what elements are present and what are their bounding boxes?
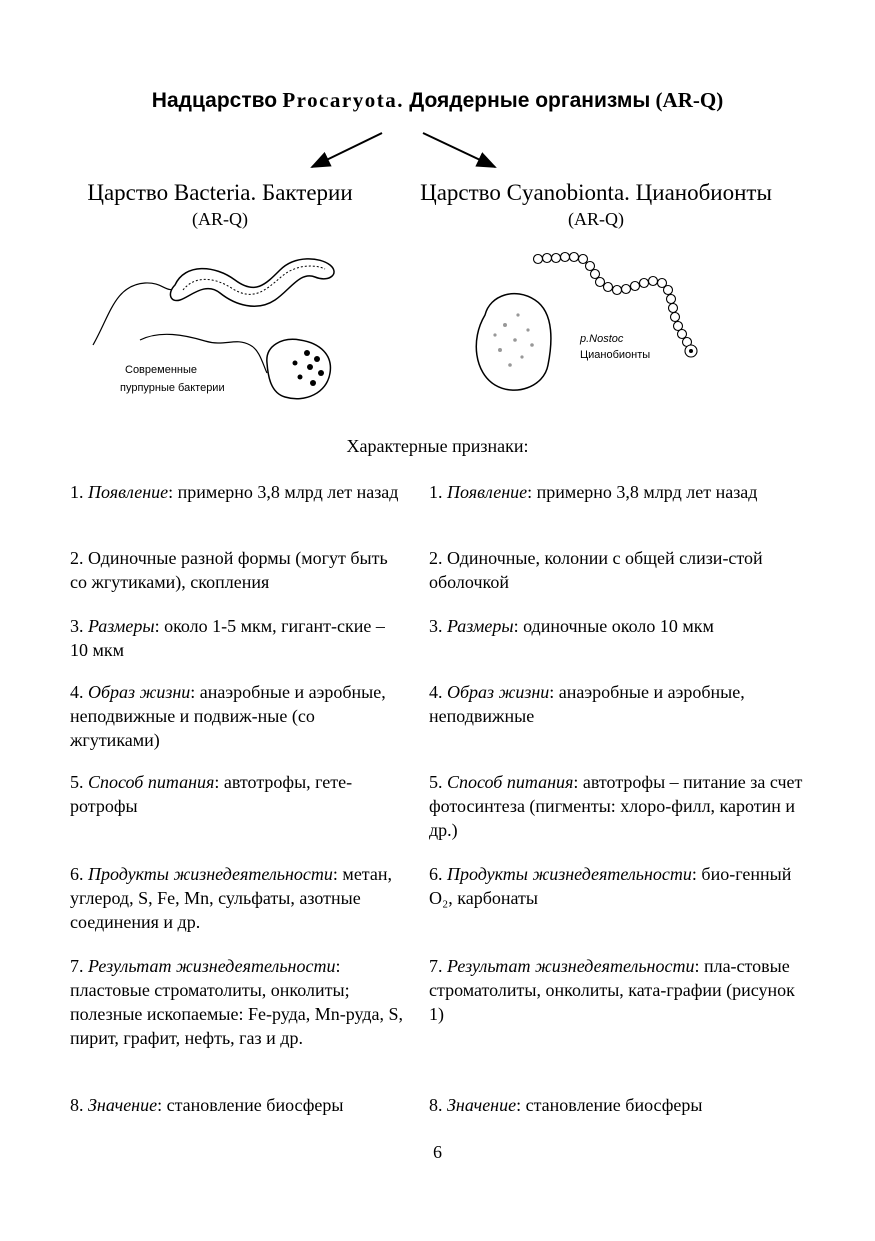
- feature-number: 4.: [70, 682, 84, 702]
- feature-term: Способ питания: [447, 772, 574, 792]
- feature-text: : анаэробные и аэробные, неподвижные и подвиж-ные (со жгутиками): [70, 682, 386, 750]
- kingdom-bacteria-code: (AR-Q): [192, 209, 248, 229]
- feature-right: [429, 680, 809, 728]
- feature-text: : автотрофы, гете-ротрофы: [70, 772, 353, 816]
- branch-arrows: [0, 125, 875, 175]
- feature-text: : био-генный O₂, карбонаты: [429, 864, 792, 908]
- page-title: [0, 88, 875, 113]
- feature-right: [429, 770, 809, 842]
- feature-number: 5.: [429, 772, 443, 792]
- feature-right: [429, 1093, 809, 1117]
- feature-number: 3.: [70, 616, 84, 636]
- feature-number: 8.: [70, 1095, 84, 1115]
- feature-term: Образ жизни: [447, 682, 550, 702]
- feature-term: Размеры: [88, 616, 155, 636]
- feature-number: 3.: [429, 616, 443, 636]
- features-title: Характерные признаки:: [346, 436, 529, 456]
- feature-term: Результат жизнедеятельности: [447, 956, 695, 976]
- feature-term: Появление: [88, 482, 169, 502]
- feature-term: Значение: [88, 1095, 158, 1115]
- kingdom-cyanobionta-title: Царство Cyanobionta. Цианобионты: [420, 180, 772, 205]
- feature-term: Значение: [447, 1095, 517, 1115]
- feature-right: [429, 614, 809, 638]
- feature-text: : около 1-5 мкм, гигант-ские – 10 мкм: [70, 616, 385, 660]
- feature-right: [429, 480, 809, 504]
- feature-number: 6.: [429, 864, 443, 884]
- feature-text: : примерно 3,8 млрд лет назад: [168, 482, 399, 502]
- page-number: 6: [433, 1142, 442, 1162]
- feature-text: : метан, углерод, S, Fe, Mn, сульфаты, азотные соединения и др.: [70, 864, 393, 932]
- feature-left: [70, 1093, 406, 1117]
- bacteria-caption-1: Современные: [125, 364, 197, 376]
- title-code: (AR-Q): [655, 88, 724, 112]
- arrow-right: [423, 133, 495, 167]
- feature-term: Результат жизнедеятельности: [88, 956, 336, 976]
- kingdom-bacteria-title: Царство Bacteria. Бактерии: [87, 180, 353, 205]
- feature-text: : пластовые строматолиты, онколиты; полезные ископаемые: Fe-руда, Mn-руда, S, пирит, графит, нефть, газ и др.: [70, 956, 404, 1048]
- spirillum-flagellum: [93, 283, 180, 345]
- feature-left: [70, 680, 406, 752]
- feature-text: Одиночные, колонии с общей слизи-стой оболочкой: [429, 548, 763, 592]
- feature-right: [429, 954, 809, 1026]
- arrow-left: [312, 133, 382, 167]
- feature-text: : становление биосферы: [157, 1095, 344, 1115]
- coccus-body: [267, 339, 331, 398]
- feature-text: : анаэробные и аэробные, неподвижные: [429, 682, 745, 726]
- feature-number: 2.: [429, 548, 443, 568]
- feature-term: Образ жизни: [88, 682, 191, 702]
- feature-left: [70, 614, 406, 662]
- bacteria-caption-2: пурпурные бактерии: [120, 382, 225, 394]
- feature-left: [70, 546, 406, 594]
- feature-text: Одиночные разной формы (могут быть со жгутиками), скопления: [70, 548, 388, 592]
- feature-number: 8.: [429, 1095, 443, 1115]
- feature-left: [70, 770, 406, 818]
- feature-text: : пла-стовые строматолиты, онколиты, ката-графии (рисунок 1): [429, 956, 795, 1024]
- feature-text: : примерно 3,8 млрд лет назад: [527, 482, 758, 502]
- kingdom-cyanobionta: [396, 178, 796, 230]
- bacteria-illustration: [85, 245, 355, 410]
- title-latin: Procaryota.: [282, 88, 404, 112]
- feature-left: [70, 954, 406, 1050]
- feature-text: : одиночные около 10 мкм: [513, 616, 714, 636]
- feature-left: [70, 862, 406, 934]
- feature-term: Способ питания: [88, 772, 215, 792]
- title-prefix: Надцарство: [151, 89, 278, 112]
- feature-term: Продукты жизнедеятельности: [88, 864, 333, 884]
- kingdom-cyanobionta-code: (AR-Q): [568, 209, 624, 229]
- feature-text: : автотрофы – питание за счет фотосинтеза (пигменты: хлоро-филл, каротин и др.): [429, 772, 803, 840]
- feature-left: [70, 480, 406, 504]
- nostoc-genus: p.Nostoc: [580, 333, 624, 345]
- feature-text: : становление биосферы: [516, 1095, 703, 1115]
- feature-term: Продукты жизнедеятельности: [447, 864, 692, 884]
- feature-term: Появление: [447, 482, 528, 502]
- feature-number: 5.: [70, 772, 84, 792]
- feature-number: 2.: [70, 548, 84, 568]
- feature-number: 1.: [70, 482, 84, 502]
- feature-number: 7.: [70, 956, 84, 976]
- feature-number: 1.: [429, 482, 443, 502]
- feature-right: [429, 862, 809, 910]
- nostoc-caption: Цианобионты: [580, 349, 651, 361]
- feature-number: 7.: [429, 956, 443, 976]
- kingdom-bacteria: [60, 178, 380, 230]
- feature-number: 6.: [70, 864, 84, 884]
- feature-number: 4.: [429, 682, 443, 702]
- cyanobacteria-illustration: [460, 245, 760, 410]
- cyano-cell: [476, 294, 551, 390]
- feature-right: [429, 546, 809, 594]
- title-suffix: Доядерные организмы: [409, 89, 651, 112]
- feature-term: Размеры: [447, 616, 514, 636]
